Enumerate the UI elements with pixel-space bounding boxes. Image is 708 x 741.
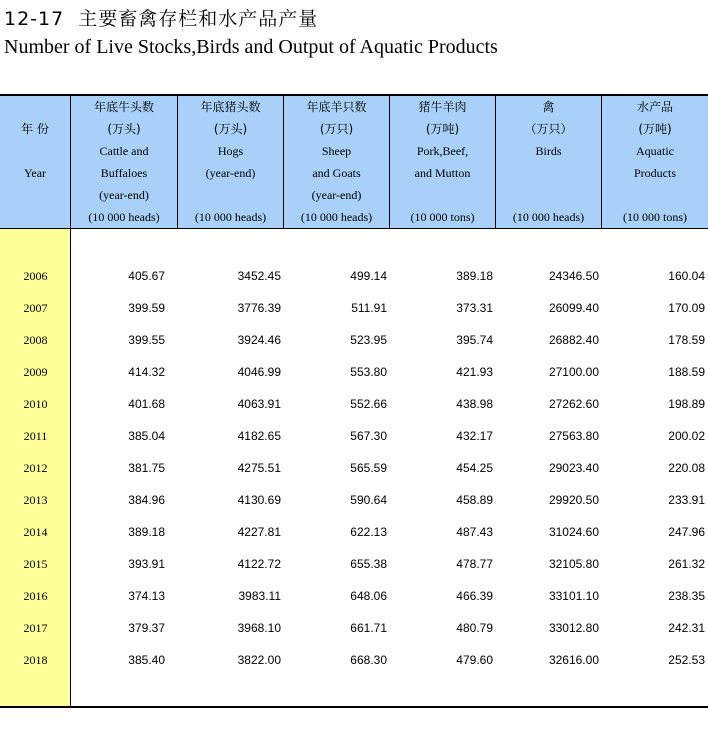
table-header xyxy=(0,96,708,229)
table-row xyxy=(0,388,708,420)
cell-aquatic: 247.96 xyxy=(668,525,705,539)
cell-hogs: 4063.91 xyxy=(237,397,281,411)
cell-sheep: 622.13 xyxy=(350,525,387,539)
cell-birds: 33012.80 xyxy=(548,621,599,635)
cell-aquatic: 200.02 xyxy=(668,429,705,443)
cell-hogs: 3924.46 xyxy=(237,333,281,347)
cell-aquatic: 188.59 xyxy=(668,365,705,379)
data-table xyxy=(0,94,708,708)
cell-meat: 389.18 xyxy=(456,269,493,283)
header-meat xyxy=(390,96,496,228)
cell-birds: 31024.60 xyxy=(548,525,599,539)
cell-hogs: 3968.10 xyxy=(237,621,281,635)
cell-hogs: 4122.72 xyxy=(237,557,281,571)
cell-aquatic: 252.53 xyxy=(668,653,705,667)
header-hogs-en2: (year-end) xyxy=(205,166,256,180)
cell-cattle: 405.67 xyxy=(128,269,165,283)
table-row xyxy=(0,644,708,676)
cell-birds: 27563.80 xyxy=(548,429,599,443)
header-hogs xyxy=(178,96,284,228)
header-aquatic-en1: Aquatic xyxy=(636,144,674,158)
cell-cattle: 385.40 xyxy=(128,653,165,667)
table-row xyxy=(0,356,708,388)
cell-meat: 432.17 xyxy=(456,429,493,443)
header-sheep-en2: and Goats xyxy=(312,166,361,180)
header-cattle-cn: 年底牛头数 xyxy=(93,100,154,114)
cell-year: 2014 xyxy=(23,525,48,539)
table-title-chinese xyxy=(4,4,318,31)
cell-hogs: 4275.51 xyxy=(237,461,281,475)
header-birds-unit-en: (10 000 heads) xyxy=(512,210,585,224)
cell-cattle: 399.55 xyxy=(128,333,165,347)
table-row xyxy=(0,484,708,516)
table-row xyxy=(0,260,708,292)
header-meat-cn: 猪牛羊肉 xyxy=(418,100,467,114)
header-hogs-en1: Hogs xyxy=(217,144,244,158)
table-row xyxy=(0,612,708,644)
title-chinese-text: 主要畜禽存栏和水产品产量 xyxy=(78,8,319,30)
cell-aquatic: 261.32 xyxy=(668,557,705,571)
cell-meat: 478.77 xyxy=(456,557,493,571)
header-year-en: Year xyxy=(23,166,47,180)
cell-meat: 487.43 xyxy=(456,525,493,539)
cell-sheep: 523.95 xyxy=(350,333,387,347)
cell-meat: 458.89 xyxy=(456,493,493,507)
header-cattle-en2: Buffaloes xyxy=(100,166,148,180)
table-title-english: Number of Live Stocks,Birds and Output of Aquatic Products xyxy=(4,36,498,58)
cell-cattle: 399.59 xyxy=(128,301,165,315)
cell-cattle: 381.75 xyxy=(128,461,165,475)
cell-aquatic: 238.35 xyxy=(668,589,705,603)
header-cattle-en3: (year-end) xyxy=(99,188,149,202)
header-birds xyxy=(496,96,602,228)
header-sheep xyxy=(284,96,390,228)
cell-sheep: 655.38 xyxy=(350,557,387,571)
cell-year: 2017 xyxy=(23,621,48,635)
header-birds-cn: 禽 xyxy=(542,100,555,114)
cell-birds: 26882.40 xyxy=(548,333,599,347)
cell-hogs: 4182.65 xyxy=(237,429,281,443)
cell-year: 2008 xyxy=(23,333,48,347)
cell-sheep: 553.80 xyxy=(350,365,387,379)
cell-birds: 24346.50 xyxy=(548,269,599,283)
cell-sheep: 668.30 xyxy=(350,653,387,667)
cell-meat: 480.79 xyxy=(456,621,493,635)
header-cattle xyxy=(71,96,178,228)
cell-birds: 27100.00 xyxy=(548,365,599,379)
cell-sheep: 567.30 xyxy=(350,429,387,443)
table-bottom-rule xyxy=(0,706,708,708)
cell-sheep: 661.71 xyxy=(350,621,387,635)
cell-year: 2010 xyxy=(23,397,48,411)
header-cattle-unit-en: (10 000 heads) xyxy=(88,210,160,224)
cell-cattle: 379.37 xyxy=(128,621,165,635)
cell-cattle: 374.13 xyxy=(128,589,165,603)
header-sheep-en3: (year-end) xyxy=(311,188,362,202)
cell-aquatic: 178.59 xyxy=(668,333,705,347)
cell-sheep: 511.91 xyxy=(351,301,387,315)
header-aquatic-en2: Products xyxy=(634,166,676,180)
cell-meat: 395.74 xyxy=(456,333,493,347)
table-row xyxy=(0,452,708,484)
header-sheep-cn: 年底羊只数 xyxy=(306,100,367,114)
cell-year: 2009 xyxy=(23,365,48,379)
cell-cattle: 389.18 xyxy=(128,525,165,539)
cell-sheep: 590.64 xyxy=(350,493,387,507)
cell-cattle: 414.32 xyxy=(128,365,165,379)
cell-birds: 27262.60 xyxy=(548,397,599,411)
table-row xyxy=(0,516,708,548)
table-row xyxy=(0,420,708,452)
table-row xyxy=(0,548,708,580)
header-hogs-unit-en: (10 000 heads) xyxy=(194,210,267,224)
cell-cattle: 384.96 xyxy=(128,493,165,507)
header-aquatic-cn: 水产品 xyxy=(636,100,673,114)
table-row xyxy=(0,292,708,324)
cell-year: 2011 xyxy=(23,429,48,443)
cell-sheep: 648.06 xyxy=(350,589,387,603)
cell-aquatic: 233.91 xyxy=(668,493,705,507)
cell-birds: 29920.50 xyxy=(548,493,599,507)
header-meat-en1: Pork,Beef, xyxy=(416,144,469,158)
header-meat-en2: and Mutton xyxy=(414,166,471,180)
header-aquatic-unit-cn: (万吨) xyxy=(638,122,672,136)
cell-hogs: 3822.00 xyxy=(237,653,281,667)
cell-sheep: 552.66 xyxy=(350,397,387,411)
cell-year: 2013 xyxy=(23,493,48,507)
cell-aquatic: 170.09 xyxy=(668,301,705,315)
cell-year: 2012 xyxy=(23,461,48,475)
cell-birds: 32616.00 xyxy=(548,653,599,667)
cell-meat: 454.25 xyxy=(456,461,493,475)
cell-aquatic: 160.04 xyxy=(668,269,705,283)
header-hogs-unit-cn: (万头) xyxy=(213,122,248,136)
table-row xyxy=(0,580,708,612)
header-meat-unit-en: (10 000 tons) xyxy=(410,210,475,224)
cell-sheep: 499.14 xyxy=(350,269,387,283)
cell-sheep: 565.59 xyxy=(350,461,387,475)
cell-aquatic: 242.31 xyxy=(668,621,705,635)
header-aquatic xyxy=(602,96,708,228)
cell-meat: 421.93 xyxy=(456,365,493,379)
cell-meat: 438.98 xyxy=(456,397,493,411)
cell-hogs: 3983.11 xyxy=(238,589,281,603)
cell-birds: 29023.40 xyxy=(548,461,599,475)
header-birds-unit-cn: （万只） xyxy=(524,122,573,136)
cell-birds: 26099.40 xyxy=(548,301,599,315)
cell-cattle: 393.91 xyxy=(128,557,165,571)
cell-hogs: 4227.81 xyxy=(237,525,281,539)
cell-hogs: 4130.69 xyxy=(237,493,281,507)
cell-birds: 33101.10 xyxy=(548,589,599,603)
table-row xyxy=(0,324,708,356)
cell-aquatic: 220.08 xyxy=(668,461,705,475)
header-sheep-unit-cn: (万只) xyxy=(319,122,354,136)
cell-year: 2007 xyxy=(23,301,48,315)
header-cattle-en1: Cattle and xyxy=(99,144,149,158)
table-number: 12-17 xyxy=(4,8,65,30)
cell-year: 2006 xyxy=(23,269,48,283)
header-birds-en1: Birds xyxy=(535,144,562,158)
cell-meat: 479.60 xyxy=(456,653,493,667)
cell-meat: 373.31 xyxy=(456,301,493,315)
cell-year: 2015 xyxy=(23,557,48,571)
header-year xyxy=(0,96,71,228)
cell-year: 2016 xyxy=(23,589,48,603)
cell-birds: 32105.80 xyxy=(548,557,599,571)
cell-year: 2018 xyxy=(23,653,48,667)
header-aquatic-unit-en: (10 000 tons) xyxy=(623,210,687,224)
header-sheep-unit-en: (10 000 heads) xyxy=(300,210,373,224)
header-cattle-unit-cn: (万头) xyxy=(107,122,141,136)
header-sheep-en1: Sheep xyxy=(321,144,352,158)
cell-hogs: 4046.99 xyxy=(237,365,281,379)
header-year-cn: 年 份 xyxy=(21,122,49,136)
cell-cattle: 385.04 xyxy=(128,429,165,443)
cell-meat: 466.39 xyxy=(456,589,493,603)
header-hogs-cn: 年底猪头数 xyxy=(200,100,261,114)
cell-hogs: 3776.39 xyxy=(237,301,281,315)
cell-cattle: 401.68 xyxy=(128,397,165,411)
cell-hogs: 3452.45 xyxy=(237,269,281,283)
header-meat-unit-cn: (万吨) xyxy=(425,122,460,136)
cell-aquatic: 198.89 xyxy=(668,397,705,411)
